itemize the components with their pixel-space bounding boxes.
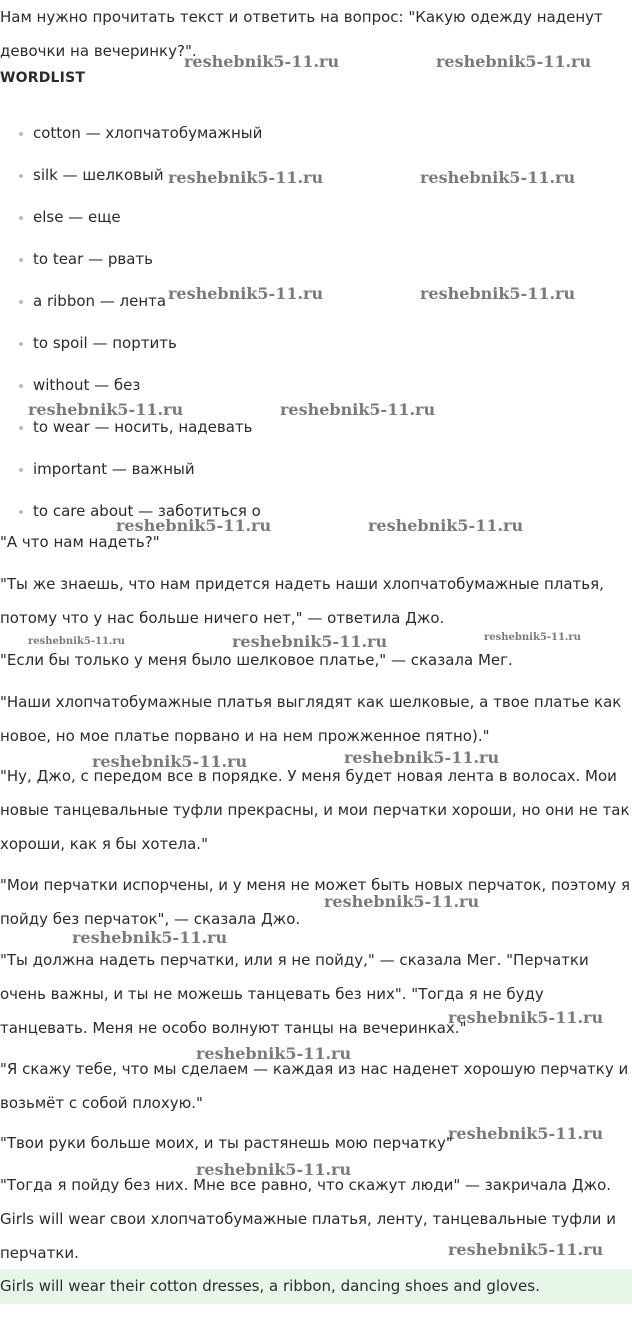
story-paragraph: "Я скажу тебе, что мы сделаем — каждая из нас наденет хорошую перчатку и возьмёт с собой плохую." <box>0 1060 629 1112</box>
intro-text: Нам нужно прочитать текст и ответить на вопрос: "Какую одежду наденут девочки на вечеринку?". <box>0 8 603 60</box>
story-paragraph: "Мои перчатки испорчены, и у меня не может быть новых перчаток, поэтому я пойду без перчаток", — сказала Джо. <box>0 876 631 928</box>
watermark: reshebnik5-11.ru <box>168 168 324 187</box>
wordlist-heading: WORDLIST <box>0 70 86 86</box>
watermark: reshebnik5-11.ru <box>420 284 576 303</box>
story-paragraph: "Ты же знаешь, что нам придется надеть наши хлопчатобумажные платья, потому что у нас больше ничего нет," — ответила Джо. <box>0 575 604 627</box>
watermark: reshebnik5-11.ru <box>436 52 592 71</box>
wordlist-item: to care about — заботиться о <box>0 490 262 532</box>
watermark: reshebnik5-11.ru <box>344 748 500 767</box>
wordlist-item: silk — шелковый <box>0 154 262 196</box>
watermark: reshebnik5-11.ru <box>324 892 480 911</box>
story-paragraph: "А что нам надеть?" <box>0 533 160 551</box>
story-paragraph: "Наши хлопчатобумажные платья выглядят как шелковые, а твое платье как новое, но мое платье порвано и на нем прожженное пятно)." <box>0 693 622 745</box>
watermark: reshebnik5-11.ru <box>420 168 576 187</box>
watermark: reshebnik5-11.ru <box>196 1044 352 1063</box>
story-paragraph: "Тогда я пойду без них. Мне все равно, что скажут люди" — закричала Джо. <box>0 1176 612 1194</box>
watermark: reshebnik5-11.ru <box>196 1160 352 1179</box>
story-paragraph: Girls will wear свои хлопчатобумажные платья, ленту, танцевальные туфли и перчатки. <box>0 1210 616 1262</box>
watermark: reshebnik5-11.ru <box>448 1008 604 1027</box>
watermark: reshebnik5-11.ru <box>28 636 125 647</box>
wordlist-item: cotton — хлопчатобумажный <box>0 112 262 154</box>
wordlist-item: to spoil — портить <box>0 322 262 364</box>
watermark: reshebnik5-11.ru <box>280 400 436 419</box>
watermark: reshebnik5-11.ru <box>448 1124 604 1143</box>
wordlist-item: without — без <box>0 364 262 406</box>
story-paragraph: "Если бы только у меня было шелковое платье," — сказала Мег. <box>0 651 513 669</box>
watermark: reshebnik5-11.ru <box>448 1240 604 1259</box>
watermark: reshebnik5-11.ru <box>92 752 248 771</box>
watermark: reshebnik5-11.ru <box>116 516 272 535</box>
story-paragraph: "Твои руки больше моих, и ты растянешь мою перчатку" <box>0 1134 453 1152</box>
watermark: reshebnik5-11.ru <box>72 928 228 947</box>
story-paragraph: "Ну, Джо, с передом все в порядке. У меня будет новая лента в волосах. Мои новые танцевальные туфли прекрасны, и мои перчатки хороши, но они не так хороши, как я бы хотела." <box>0 767 630 853</box>
answer-box: Girls will wear their cotton dresses, a ribbon, dancing shoes and gloves. <box>0 1269 632 1304</box>
wordlist-item: to wear — носить, надевать <box>0 406 262 448</box>
watermark: reshebnik5-11.ru <box>484 632 581 643</box>
story-paragraph: "Ты должна надеть перчатки, или я не пойду," — сказала Мег. "Перчатки очень важны, и ты не можешь танцевать без них". "Тогда я не буду танцевать. Меня не особо волнуют танцы на вечеринках." <box>0 951 589 1037</box>
wordlist-item: else — еще <box>0 196 262 238</box>
wordlist-item: important — важный <box>0 448 262 490</box>
watermark: reshebnik5-11.ru <box>232 632 388 651</box>
watermark: reshebnik5-11.ru <box>368 516 524 535</box>
watermark: reshebnik5-11.ru <box>168 284 324 303</box>
watermark: reshebnik5-11.ru <box>28 400 184 419</box>
wordlist-item: to tear — рвать <box>0 238 262 280</box>
wordlist-item: a ribbon — лента <box>0 280 262 322</box>
watermark: reshebnik5-11.ru <box>184 52 340 71</box>
